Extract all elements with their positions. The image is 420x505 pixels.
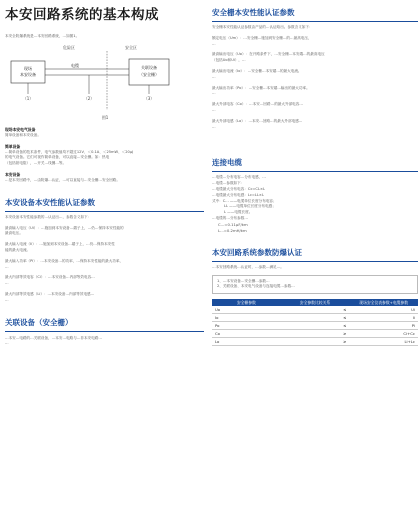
diagram-label-1: （1）: [22, 95, 34, 101]
barrier-param-um: 额定电压（Um）：…安全栅…施加到安全栅…的…最高电压， …: [212, 35, 312, 46]
assoc-section-title: 关联设备（安全栅）: [5, 318, 204, 332]
assoc-box-line2: （安全栅）: [139, 71, 159, 77]
table-header-row: [212, 299, 418, 306]
param-check-table: [212, 299, 418, 346]
param-pi: 最大输入功率（Pi）：…本安设备…的功率，…保持本安性能的最大功率， …: [5, 258, 124, 269]
field-box-line1: 现场: [24, 65, 32, 71]
diagram-label-2: （2）: [83, 95, 95, 101]
param-ci: 最大内部等效电容（Ci）：…本安设备…内部等效电容… …: [5, 275, 95, 286]
param-ii: 最大输入电流（Ii）：…施加到本安设备…端子上，…仍…保持本安性 能的最大电流。: [5, 242, 115, 252]
device-blocks: [5, 127, 204, 184]
table-row: Uo ≤ Ui: [212, 306, 418, 314]
params-section: 本安设备本安性能认证参数 本安设备本安性能参数的…认证出…，参数含义如下： 最高输入电压（Ui）：…施加到本安设备…端子上，…仍…保持本安性能的 最高电压。 最大输入电流（Ii）：…施加到本安设备…端子上，…仍…保持本安性 能的最大电流。 最大输入功率（Pi）：…本安设备…的功率，…保持本安性能的最大功率， … 最大内部等效电容（Ci）：…本安设备…内部等效电容… … 最大内部等效电感（Li）：…本安设备…内部等效电感… …: [5, 198, 204, 304]
param-ui: 最高输入电压（Ui）：…施加到本安设备…端子上，…仍…保持本安性能的 最高电压。: [5, 225, 124, 236]
check-notes: 1、…本安设备…安全栅…参数… 2、关联设备、本安电气设备与连接电缆…参数…: [212, 275, 418, 295]
barrier-param-lo: 最大外部电感（Lo）：…本安…回路…的最大外部电感… …: [212, 118, 303, 129]
cable-section-title: 连接电缆: [212, 158, 418, 172]
table-row: Po ≤ Pi: [212, 322, 418, 330]
col-header-barrier: 安全栅参数: [212, 299, 281, 306]
right-column: [212, 0, 418, 346]
col-header-field: 现场安全仪表参数+电缆参数: [349, 299, 418, 306]
barrier-param-co: 最大外部电容（Co）：…本安…回路…的最大外部电容… …: [212, 102, 303, 112]
block-simple-device: 简单设备 …简单设备的技术条件，电气参数值均不超过12V、＜0.1A、＜25mW、＜20μJ 的电气设备。它们可视作简单设备，可以直接…安全栅。如：热电 （包括铂电阻），…开关…线圈…等。: [5, 143, 134, 166]
block-is-device: 本安设备 …是本安回路中，…由防爆…认证，…可以直接与…安全栅…安全回路。: [5, 171, 120, 182]
page-title: 本安回路系统的基本构成: [5, 7, 159, 23]
table-row: Lo ≥ Li+Lc: [212, 338, 418, 346]
intro-text: 本安全防爆系统是…本安回路系统，…如图1。: [5, 34, 80, 38]
zone-hazard-label: 危险区: [63, 44, 75, 50]
zone-safe-label: 安全区: [125, 44, 137, 50]
block-field-device: 现场本安电气设备 简单设备和本安设备。: [5, 126, 41, 137]
field-box-line2: 本安设备: [20, 71, 36, 77]
check-section-title: 本安回路系统参数防爆认证: [212, 248, 418, 262]
barrier-section: 安全栅本安性能认证参数 安全栅本安性能认证参数由产品的…认证给出。参数含义如下： 额定电压（Um）：…安全栅…施加到安全栅…的…最高电压， … 最高输出电压（Uo）：在开路条件下，…安全栅…本安端…的最高电压 （包括Uo和Ui），… 最大输出电流（Io）：…安全栅…本安端…的最大电流。 … 最大输出功率（Po）：…安全栅…本安端…输出的最大功率。 … 最大外部电容（Co）：…本安…回路…的最大外部电容… … 最大外部电感（Lo）：…本安…回路…的最大外部电感… …: [212, 8, 418, 130]
check-section: 本安回路系统参数防爆认证 …本安回路系统…认证时，…参数…满足…。 1、…本安设备…安全栅…参数… 2、关联设备、本安电气设备与连接电缆…参数… 安全栅参数 安全参数比较关系 现场安全仪表参数+电缆参数 Uo ≤ Ui Io ≤ Ii Po ≤ Pi Co ≥ Ci+Cc Lo ≥ Li+Lc: [212, 248, 418, 346]
formula-cc: C...=0.11μF/km: [218, 221, 248, 227]
params-section-title: 本安设备本安性能认证参数: [5, 198, 204, 212]
diagram-caption: 图1: [101, 114, 109, 120]
assoc-section: 关联设备（安全栅） …本安…电路的…关联设备，…本安…电路与…非本安电路… …: [5, 318, 204, 348]
barrier-param-io: 最大输出电流（Io）：…安全栅…本安端…的最大电流。 …: [212, 68, 302, 79]
assoc-box-line1: 关联设备: [141, 64, 157, 70]
cable-label: 电缆: [71, 62, 79, 68]
cable-section: 连接电缆 …电缆…分布电容…分布电感，… …电缆…参数如下： …电缆最大分布电容：Cc=CL×L …电缆最大分布电感：Lc=LL×L 式中：C... ——电缆单位长度分布电容； LL ——电缆单位长度分布电感； L ——电缆长度。 …电缆的…分布参数… C...=0.11μF/km L...=0.2mH/km: [212, 158, 418, 233]
barrier-section-title: 安全栅本安性能认证参数: [212, 8, 418, 22]
left-column: [0, 0, 204, 347]
barrier-param-po: 最大输出功率（Po）：…安全栅…本安端…输出的最大功率。 …: [212, 85, 310, 96]
table-row: Co ≥ Ci+Cc: [212, 330, 418, 338]
col-header-relation: 安全参数比较关系: [281, 299, 350, 306]
system-diagram: [5, 42, 201, 122]
formula-lc: L...=0.2mH/km: [218, 227, 247, 233]
table-row: Io ≤ Ii: [212, 314, 418, 322]
param-li: 最大内部等效电感（Li）：…本安设备…内部等效电感… …: [5, 291, 95, 302]
diagram-label-3: （3）: [143, 95, 155, 101]
barrier-param-uo: 最高输出电压（Uo）：在开路条件下，…安全栅…本安端…的最高电压 （包括Uo和Ui），…: [212, 52, 325, 63]
